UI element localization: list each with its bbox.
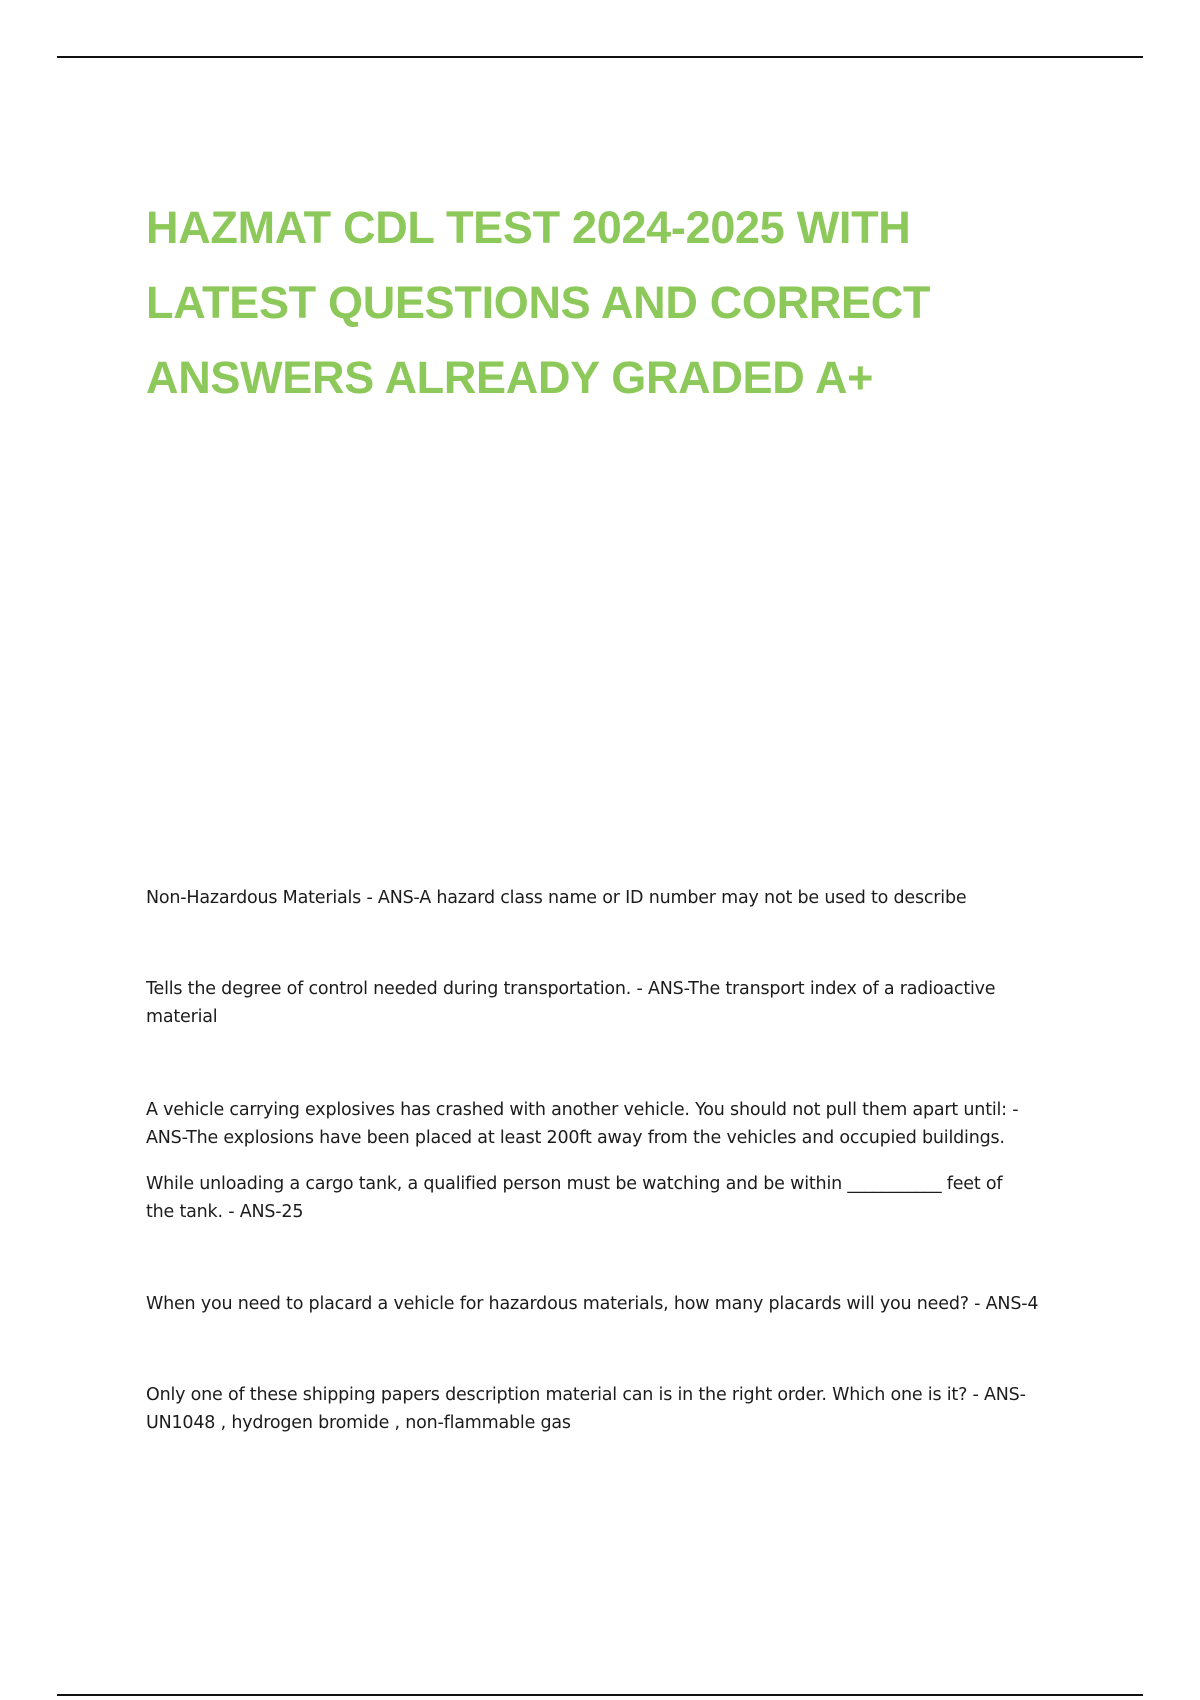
document-title	[146, 190, 1046, 415]
qa-line: ANS-The explosions have been placed at least 200ft away from the vehicles and occupied buildings.	[146, 1128, 1005, 1148]
qa-line: While unloading a cargo tank, a qualified person must be watching and be within ___________ feet of	[146, 1174, 1003, 1194]
qa-entry	[146, 1170, 1086, 1226]
top-rule	[57, 56, 1143, 58]
qa-entry	[146, 1290, 1086, 1318]
qa-line: Tells the degree of control needed during transportation. - ANS-The transport index of a radioactive	[146, 979, 996, 999]
title-line: HAZMAT CDL TEST 2024-2025 WITH	[146, 202, 911, 253]
qa-line: UN1048 , hydrogen bromide , non-flammable gas	[146, 1413, 571, 1433]
qa-line: the tank. - ANS-25	[146, 1202, 304, 1222]
qa-entry	[146, 1096, 1086, 1152]
title-line: ANSWERS ALREADY GRADED A+	[146, 352, 874, 403]
title-line: LATEST QUESTIONS AND CORRECT	[146, 277, 931, 328]
qa-line: material	[146, 1007, 218, 1027]
bottom-rule	[57, 1694, 1143, 1696]
qa-entry	[146, 1381, 1086, 1437]
qa-line: When you need to placard a vehicle for hazardous materials, how many placards will you need? - ANS-4	[146, 1294, 1039, 1314]
qa-entry	[146, 884, 1086, 912]
qa-line: Non-Hazardous Materials - ANS-A hazard class name or ID number may not be used to describe	[146, 888, 967, 908]
qa-line: A vehicle carrying explosives has crashed with another vehicle. You should not pull them apart until: -	[146, 1100, 1019, 1120]
qa-line: Only one of these shipping papers description material can is in the right order. Which one is it? - ANS-	[146, 1385, 1026, 1405]
qa-entry	[146, 975, 1086, 1031]
